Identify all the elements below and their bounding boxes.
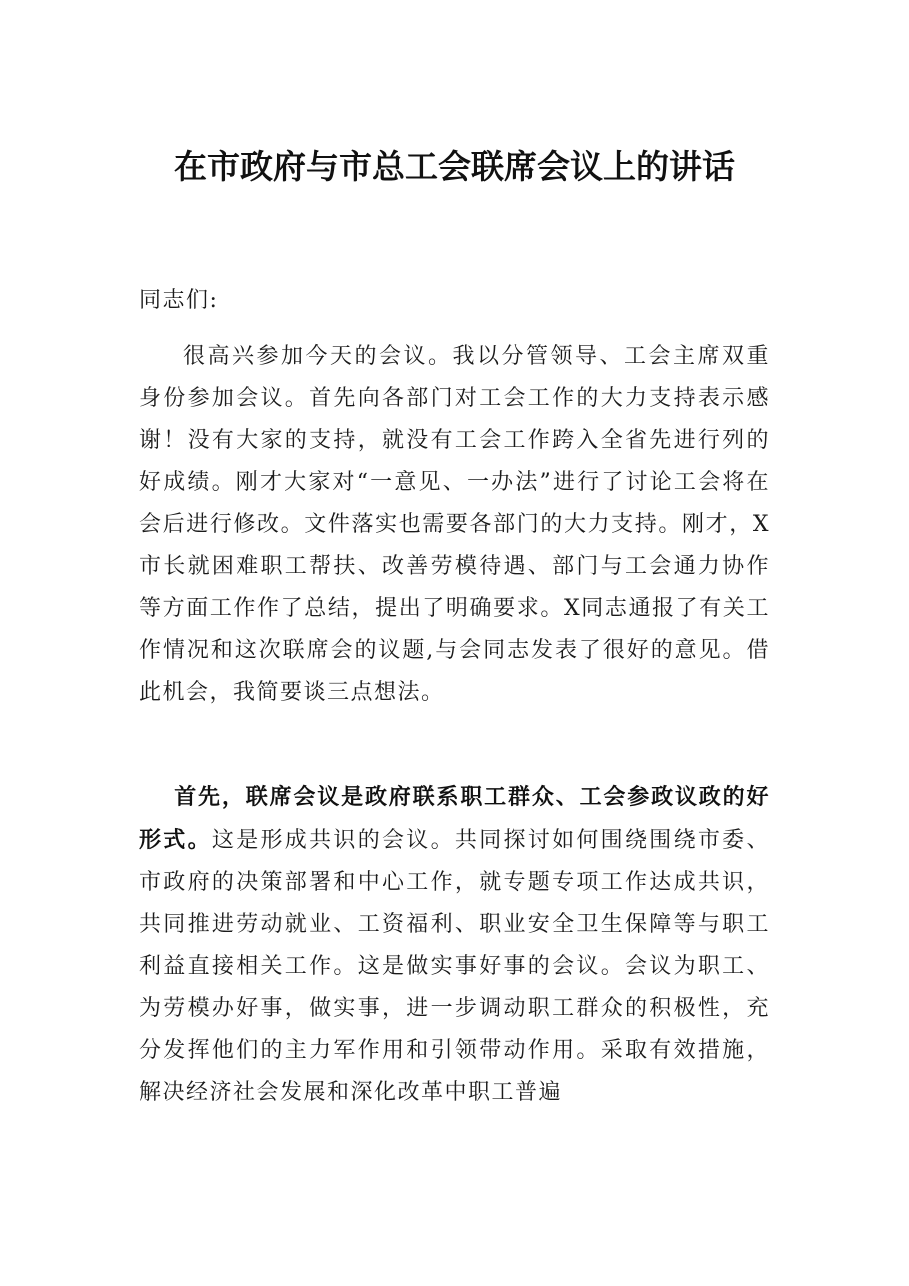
paragraph-2-text	[139, 776, 770, 1114]
greeting: 同志们:	[139, 288, 219, 313]
paragraph-2-rest: 这是形成共识的会议。共同探讨如何围绕围绕市委、市政府的决策部署和中心工作，就专题专项工作达成共识，共同推进劳动就业、工资福利、职业安全卫生保障等与职工利益直接相关工作。这是做实事好事的会议。会议为职工、为劳模办好事，做实事，进一步调动职工群众的积极性，充分发挥他们的主力军作用和引领带动作用。采取有效措施，解决经济社会发展和深化改革中职工普遍	[139, 828, 770, 1105]
paragraph-1	[139, 336, 770, 714]
paragraph-1-text: 很高兴参加今天的会议。我以分管领导、工会主席双重身份参加会议。首先向各部门对工会工作的大力支持表示感谢！没有大家的支持，就没有工会工作跨入全省先进行列的好成绩。刚才大家对“一意见、一办法”进行了讨论工会将在会后进行修改。文件落实也需要各部门的大力支持。刚才，X市长就困难职工帮扶、改善劳模待遇、部门与工会通力协作等方面工作作了总结，提出了明确要求。X同志通报了有关工作情况和这次联席会的议题,与会同志发表了很好的意见。借此机会，我简要谈三点想法。	[139, 344, 770, 705]
paragraph-2-lead: 首先，联席会议是政府联系职工群众、工会参政议政的好形式。	[139, 784, 770, 853]
document-title: 在市政府与市总工会联席会议上的讲话	[174, 147, 735, 186]
paragraph-2	[139, 776, 770, 1114]
